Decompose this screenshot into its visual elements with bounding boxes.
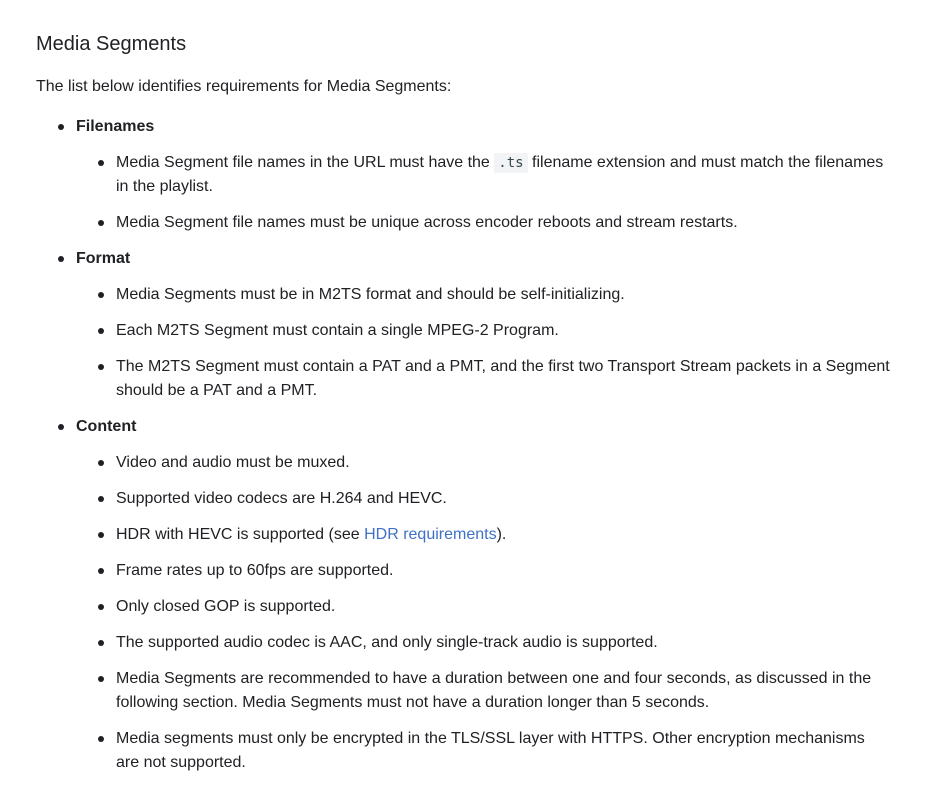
requirements-list — [36, 115, 927, 775]
bullet-icon — [58, 124, 64, 130]
bullet-icon — [98, 640, 104, 646]
format-list — [76, 283, 927, 403]
list-item — [76, 487, 927, 511]
list-item — [76, 451, 927, 475]
list-item — [76, 631, 927, 655]
bullet-icon — [98, 676, 104, 682]
category-label: Content — [76, 418, 137, 435]
bullet-icon — [58, 424, 64, 430]
bullet-icon — [98, 460, 104, 466]
bullet-icon — [98, 532, 104, 538]
category-content — [36, 415, 927, 775]
item-text: Only closed GOP is supported. — [116, 598, 336, 615]
bullet-icon — [98, 160, 104, 166]
category-format — [36, 247, 927, 403]
category-label: Format — [76, 250, 131, 267]
list-item — [76, 595, 927, 619]
hdr-requirements-link[interactable]: HDR requirements — [364, 526, 497, 543]
list-item — [76, 211, 927, 235]
content-list — [76, 451, 927, 775]
bullet-icon — [98, 604, 104, 610]
filenames-list — [76, 151, 927, 235]
bullet-icon — [98, 496, 104, 502]
category-label: Filenames — [76, 118, 155, 135]
item-text: Supported video codecs are H.264 and HEVC. — [116, 490, 447, 507]
bullet-icon — [98, 736, 104, 742]
list-item — [76, 151, 927, 199]
bullet-icon — [58, 256, 64, 262]
bullet-icon — [98, 220, 104, 226]
item-text: The M2TS Segment must contain a PAT and a PMT, and the first two Transport Stream packets in a Segment should be a PAT and a PMT. — [116, 358, 890, 399]
category-filenames — [36, 115, 927, 235]
list-item — [76, 667, 927, 715]
item-text: Media Segment file names must be unique across encoder reboots and stream restarts. — [116, 214, 738, 231]
item-text: Media Segments are recommended to have a duration between one and four seconds, as discussed in the following section. Media Segments must not have a duration longer than 5 seconds. — [116, 670, 872, 711]
list-item — [76, 283, 927, 307]
item-text: Frame rates up to 60fps are supported. — [116, 562, 394, 579]
list-item — [76, 727, 927, 775]
item-text-after: ). — [496, 526, 507, 543]
item-text: The supported audio codec is AAC, and only single-track audio is supported. — [116, 634, 658, 651]
list-item — [76, 559, 927, 583]
item-text-before: HDR with HEVC is supported (see — [116, 526, 365, 543]
intro-text: The list below identifies requirements for Media Segments: — [36, 78, 452, 95]
bullet-icon — [98, 292, 104, 298]
list-item — [76, 355, 927, 403]
list-item — [76, 523, 927, 547]
item-text-before: Media Segment file names in the URL must have the — [116, 154, 495, 171]
item-text: Media Segments must be in M2TS format and should be self-initializing. — [116, 286, 625, 303]
bullet-icon — [98, 364, 104, 370]
bullet-icon — [98, 568, 104, 574]
item-text: Media segments must only be encrypted in the TLS/SSL layer with HTTPS. Other encryption mechanisms are not supported. — [116, 730, 865, 771]
bullet-icon — [98, 328, 104, 334]
item-text: Video and audio must be muxed. — [116, 454, 350, 471]
code-extension: .ts — [494, 153, 527, 173]
item-text: Each M2TS Segment must contain a single MPEG-2 Program. — [116, 322, 559, 339]
section-title: Media Segments — [36, 33, 187, 55]
item-text-after: filename extension and must match the filenames in the playlist. — [116, 154, 884, 195]
list-item — [76, 319, 927, 343]
